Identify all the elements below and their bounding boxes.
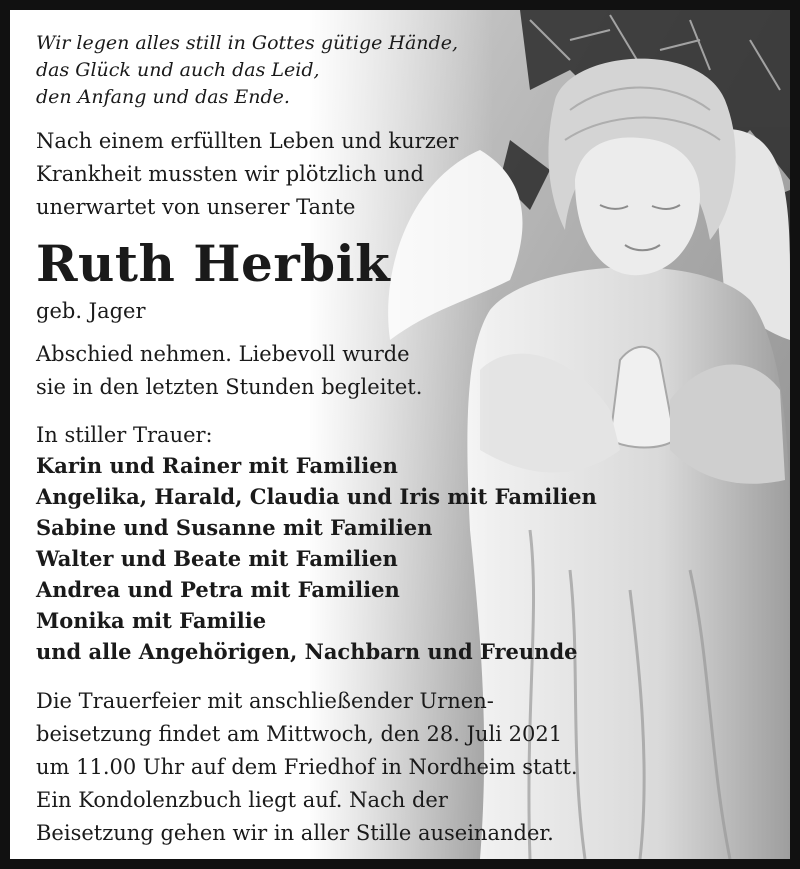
mourning-heading: In stiller Trauer:: [36, 423, 213, 447]
farewell-paragraph: [36, 338, 656, 404]
mourner-entry: Monika mit Familie: [36, 608, 267, 633]
intro-line: unerwartet von unserer Tante: [36, 195, 356, 219]
mourner-entry: Walter und Beate mit Familien: [36, 546, 398, 571]
mourner-entry: und alle Angehörigen, Nachbarn und Freunde: [36, 639, 578, 664]
birth-name: geb. Jager: [36, 299, 146, 323]
deceased-name: Ruth Herbik: [36, 234, 391, 293]
motto-line: den Anfang und das Ende.: [36, 86, 290, 108]
service-line: beisetzung findet am Mittwoch, den 28. Juli 2021: [36, 722, 563, 746]
farewell-line: sie in den letzten Stunden begleitet.: [36, 375, 423, 399]
intro-line: Nach einem erfüllten Leben und kurzer: [36, 129, 459, 153]
mourners-list: [36, 450, 656, 667]
mourner-entry: Karin und Rainer mit Familien: [36, 453, 398, 478]
service-line: Die Trauerfeier mit anschließender Urnen-: [36, 689, 494, 713]
service-line: Beisetzung gehen wir in aller Stille auseinander.: [36, 821, 554, 845]
intro-line: Krankheit mussten wir plötzlich und: [36, 162, 424, 186]
farewell-line: Abschied nehmen. Liebevoll wurde: [36, 342, 410, 366]
motto-verse: [36, 30, 656, 111]
mourner-entry: Angelika, Harald, Claudia und Iris mit Familien: [36, 484, 597, 509]
service-details: [36, 685, 656, 850]
mourner-entry: Andrea und Petra mit Familien: [36, 577, 400, 602]
motto-line: Wir legen alles still in Gottes gütige Hände,: [36, 32, 458, 54]
intro-paragraph: [36, 125, 656, 224]
service-line: um 11.00 Uhr auf dem Friedhof in Nordheim statt.: [36, 755, 578, 779]
motto-line: das Glück und auch das Leid,: [36, 59, 320, 81]
mourner-entry: Sabine und Susanne mit Familien: [36, 515, 433, 540]
service-line: Ein Kondolenzbuch liegt auf. Nach der: [36, 788, 448, 812]
notice-text: [36, 30, 656, 850]
